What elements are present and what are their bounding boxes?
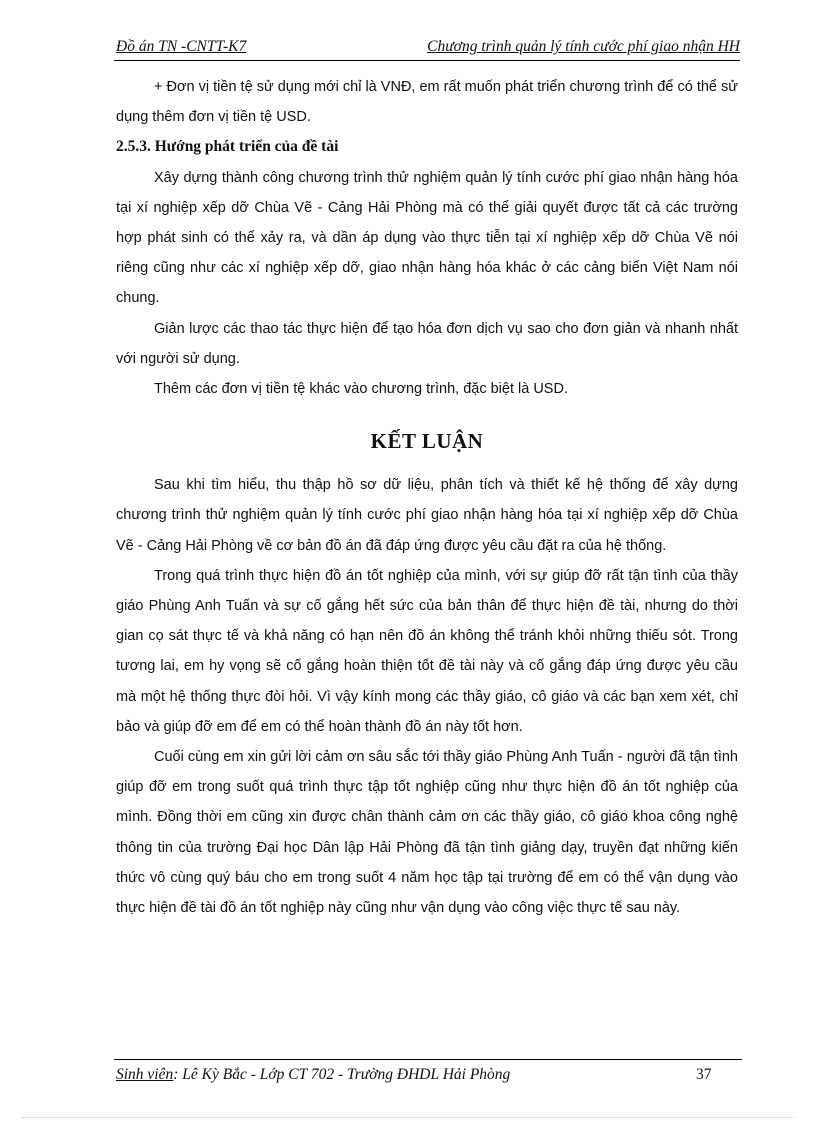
section-heading: 2.5.3. Hướng phát triển của đề tài <box>116 138 339 156</box>
footer-student <box>116 1066 510 1084</box>
page-footer <box>114 1059 742 1084</box>
intro-paragraph: + Đơn vị tiền tệ sử dụng mới chỉ là VNĐ, em rất muốn phát triển chương trình để có thể sử dụng thêm đơn vị tiền tệ USD. <box>116 79 738 126</box>
page-border-dotted <box>22 1117 794 1118</box>
footer-student-text: : Lê Kỳ Bắc - Lớp CT 702 - Trường ĐHDL Hải Phòng <box>173 1066 511 1083</box>
dev-paragraph-1: Xây dựng thành công chương trình thử nghiệm quản lý tính cước phí giao nhận hàng hóa tại xí nghiệp xếp dỡ Chùa Vẽ - Cảng Hải Phòng mà có thể giải quyết được tất cả các trường hợp phát sinh có thể xảy ra, và dần áp dụng vào thực tiễn tại xí nghiệp xếp dỡ Chùa Vẽ nói riêng cũng như các xí nghiệp xếp dỡ, giao nhận hàng hóa khác ở các cảng biển Việt Nam nói chung. <box>116 169 738 307</box>
footer-student-label: Sinh viên <box>116 1066 174 1083</box>
header-left-text: Đồ án TN -CNTT-K7 <box>116 38 247 55</box>
conclusion-title: KẾT LUẬN <box>370 429 484 454</box>
page-number: 37 <box>696 1066 712 1083</box>
page-body <box>116 72 738 923</box>
header-right-text: Chương trình quản lý tính cước phí giao nhận HH <box>427 38 740 55</box>
dev-paragraph-3: Thêm các đơn vị tiền tệ khác vào chương trình, đặc biệt là USD. <box>154 381 568 398</box>
page-header <box>114 38 740 61</box>
conclusion-paragraph-1: Sau khi tìm hiểu, thu thập hồ sơ dữ liệu, phân tích và thiết kế hệ thống để xây dựng chương trình thử nghiệm quản lý tính cước phí giao nhận hàng hóa tại xí nghiệp xếp dỡ Chùa Vẽ - Cảng Hải Phòng về cơ bản đồ án đã đáp ứng được yêu cầu đặt ra của hệ thống. <box>116 477 738 554</box>
conclusion-paragraph-2: Trong quá trình thực hiện đồ án tốt nghiệp của mình, với sự giúp đỡ rất tận tình của thầy giáo Phùng Anh Tuấn và sự cố gắng hết sức của bản thân để thực hiện đề tài, nhưng do thời gian cọ sát thực tế và khả năng có hạn nên đồ án không thể tránh khỏi những thiếu sót. Trong tương lai, em hy vọng sẽ cố gắng hoàn thiện tốt đề tài này và cố gắng đáp ứng được yêu cầu mà một hệ thống thực đòi hỏi. Vì vậy kính mong các thầy giáo, cô giáo và các bạn xem xét, chỉ bảo và giúp đỡ em để em có thể hoàn thành đồ án này tốt hơn. <box>116 567 738 735</box>
conclusion-paragraph-3: Cuối cùng em xin gửi lời cảm ơn sâu sắc tới thầy giáo Phùng Anh Tuấn - người đã tận tình giúp đỡ em trong suốt quá trình thực tập tốt nghiệp cũng như thực hiện đồ án tốt nghiệp của mình. Đồng thời em cũng xin được chân thành cảm ơn các thầy giáo, cô giáo khoa công nghệ thông tin của trường Đại học Dân lập Hải Phòng đã tận tình giảng dạy, truyền đạt những kiến thức vô cùng quý báu cho em trong suốt 4 năm học tập tại trường để em có thể vận dụng vào thực hiện đề tài đồ án tốt nghiệp này cũng như vận dụng vào công việc thực tế sau này. <box>116 749 738 917</box>
dev-paragraph-2: Giản lược các thao tác thực hiện để tạo hóa đơn dịch vụ sao cho đơn giản và nhanh nhất với người sử dụng. <box>116 320 738 367</box>
